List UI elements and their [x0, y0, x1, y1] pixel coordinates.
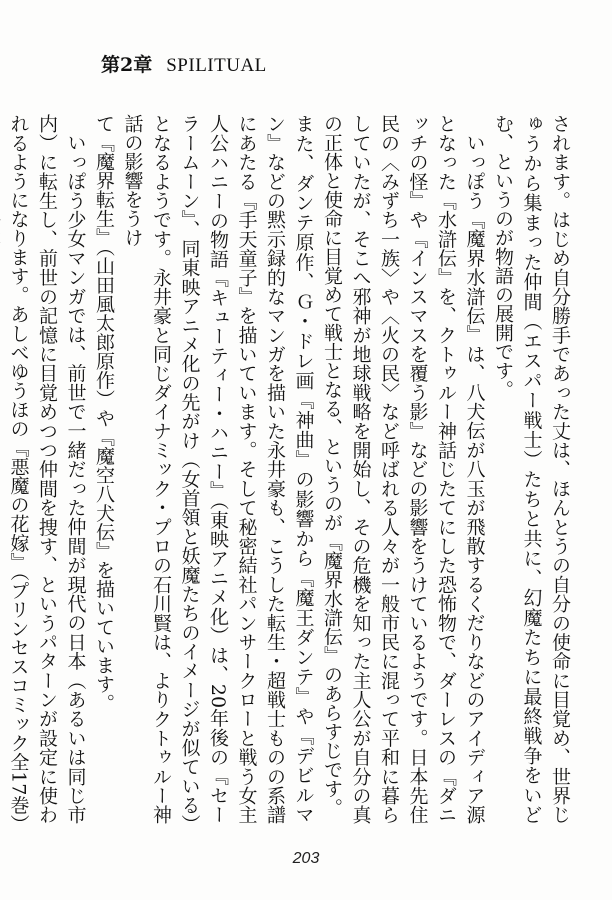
page-number: 203 — [292, 850, 320, 867]
paragraph-continuation: されます。はじめ自分勝手であった丈は、ほんとうの自分の使命に目覚め、世界じゅうから集まった仲間（エスパー戦士）たちと共に、幻魔たちに最終戦争をいどむ、というのが物語の展開です。 — [492, 114, 571, 824]
paragraph-ishikawa-ken-text: 永井豪と同じダイナミック・プロの石川賢は、よりクトゥルー神話の影響をうけ — [121, 114, 172, 825]
paragraph-shojo-manga: いっぽう少女マンガでは、前世で一緒だった仲間が現代の日本（あるいは同じ市内）に転生し、前世の記憶に目覚めつつ仲間を捜す、というパターンが設定に使われるようになります。あしべゆうほの『悪魔の花嫁』（プリンセスコミック全17巻） — [7, 114, 87, 825]
running-header — [101, 50, 267, 77]
vertical-body-text — [0, 114, 574, 824]
paragraph-nagai-go — [118, 114, 318, 824]
paragraph-makai-suikoden: いっぽう『魔界水滸伝』は、八犬伝が八玉が飛散するくだりなどのアイディア源となった『水滸伝』を、クトゥルー神話じたてにした恐怖物で、ダーレスの『ダニッチの怪』や『インスマスを覆う影』などの影響をうけているようです。日本先住民の〈みずち一族〉や〈火の民〉など呼ばれる人々が一般市民に混って平和に暮らしていたが、そこへ邪神が地球戦略を開始し、その危機を知った主人公が自分の真の正体と使命に目覚めて戦士となる、というのが『魔界水滸伝』のあらすじです。 — [321, 114, 486, 825]
paragraph-makai-tensei: て『魔界転生』（山田風太郎原作）や『魔空八犬伝』を描いています。 — [93, 114, 115, 713]
chapter-subtitle: SPILITUAL — [166, 55, 267, 76]
chapter-label: 第2章 — [101, 54, 153, 76]
paragraph-nagai-go-text: また、ダンテ原作、Ｇ・ドレ画『神曲』の影響から『魔王ダンテ』や『デビルマン』などの黙示録的なマンガを描いた永井豪も、こうした転生・超戦士ものの系譜にあたる『手天童子』を描いています。そして秘密結社パンサークローと戦う女主人公ハニーの物語『キューティー・ハニー』（東映アニメ化）は、20年後の『セーラームーン』、同東映アニメ化の先がけ（女首領と妖魔たちのイメージが似ている）となるようです。 — [150, 114, 315, 825]
